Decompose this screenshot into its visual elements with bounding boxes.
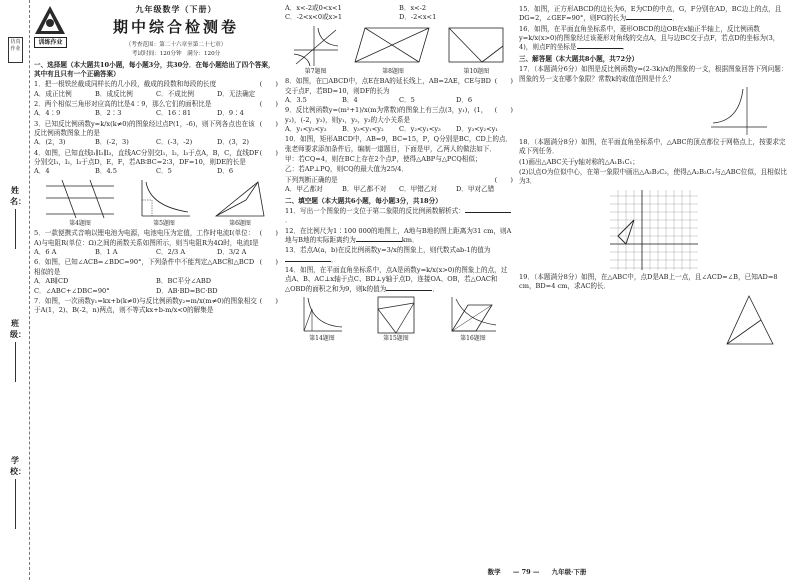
figure-q10-caption: 第10题图	[463, 67, 490, 75]
q3-option-d[interactable]: D．(3，2)	[217, 138, 250, 147]
figure-q4	[44, 178, 116, 229]
q10-option-a[interactable]: A．甲乙都对	[285, 185, 323, 194]
question-18-part-1: (1)画出△ABC关于y轴对称的△A₁B₁C₁；	[519, 157, 639, 166]
figure-q5-caption: 第5题图	[153, 219, 175, 227]
hyperbola-figure	[300, 295, 344, 335]
rectangle-figure	[446, 24, 506, 68]
q8-options	[285, 96, 513, 105]
q9-option-d[interactable]: D．y₃<y₂<y₁	[456, 125, 499, 134]
q10-option-b[interactable]: B．甲乙都不对	[342, 185, 387, 194]
question-18: 18．（本题满分8分）如图，在平面直角坐标系中，△ABC的顶点都位于网格点上，按要求完成下列任务．	[519, 137, 786, 156]
footer-grade: 九年级·下册	[551, 567, 587, 576]
question-3: ( ) 3．已知反比例函数y=k/x(k≠0)的图象经过点P(1，-6)，则下列各点也在该反比例函数图象上的是	[34, 119, 278, 138]
figure-q10	[446, 24, 506, 77]
q7-option-d[interactable]: D．-2<x<1	[399, 13, 437, 22]
q4-option-d[interactable]: D．6	[217, 167, 234, 176]
q6-option-a[interactable]: A．AB∥CD	[34, 277, 69, 286]
school-field[interactable]	[4, 455, 26, 529]
q5-options	[34, 248, 278, 257]
figure-q16-caption: 第16题图	[460, 335, 486, 343]
logo-text: 训练作业	[34, 37, 67, 48]
q5-option-c[interactable]: C．2/3 A	[156, 248, 186, 257]
q6-option-c[interactable]: C．∠ABC+∠DBC=90°	[34, 286, 110, 295]
q4-option-a[interactable]: A．4	[34, 167, 50, 176]
q1-option-c[interactable]: C．不成比例	[156, 89, 195, 98]
similar-triangles-figure	[212, 178, 268, 220]
q15-answer-blank[interactable]	[626, 14, 672, 20]
question-2: ( ) 2．两个相似三角形对应高的比是4∶9，那么它们的面积比是	[34, 99, 278, 108]
question-19: 19．（本题满分8分）如图，在△ABC中，点D是AB上一点，且∠ACD=∠B，已知AD=8 cm，BD=4 cm，求AC的长．	[519, 272, 778, 291]
q3-option-b[interactable]: B．(-2，3)	[95, 138, 129, 147]
question-12: 12．在比例尺为1∶100 000的地图上，A地与B地的图上距离为31 cm，则A地与B地的实际距离约为 km．	[285, 226, 512, 244]
exam-header	[74, 4, 278, 59]
practice-badge: 仿真作业	[8, 37, 23, 63]
q1-option-a[interactable]: A．成正比例	[34, 89, 72, 98]
figure-q16	[448, 295, 498, 344]
school-label: 学校：	[10, 455, 26, 476]
binding-margin	[0, 0, 30, 580]
question-13: 13．若点A(a，b)在反比例函数y=3/x的图象上，则代数式ab-1的值为．	[285, 246, 491, 264]
question-14: 14．如图，在平面直角坐标系中，点A是函数y=k/x(x>0)的图象上的点，过点A、B、AC⊥x轴于点C、BD⊥y轴于点D，连接OA、OB，若△OAC和△OBD的面积之和为9，则k的值为 ．	[285, 266, 508, 293]
q2-option-c[interactable]: C．16∶81	[156, 109, 192, 118]
column-1	[34, 4, 278, 564]
q6-option-b[interactable]: B．BC平分∠ABD	[156, 277, 212, 286]
q3-options	[34, 138, 278, 147]
parallel-lines-figure	[44, 178, 116, 220]
figure-q7	[292, 24, 340, 77]
q8-option-b[interactable]: B．4	[342, 95, 358, 104]
q6-options	[34, 277, 278, 296]
q7-option-b[interactable]: B．x<-2	[399, 4, 427, 12]
question-17: 17．（本题满分6分）如图是反比例函数y=(2-3k)/x的图象的一支，根据图象回答下列问题：图象的另一支在哪个象限？常数k的取值范围是什么？	[519, 65, 788, 83]
question-5: ( ) 5．一款便携式音响以锂电池为电源，电池电压为定值，工作时电流I(单位：A)与电阻R(单位：Ω)之间的函数关系如图所示，则当电阻R为4Ω时，电流I是	[34, 229, 278, 247]
current-resistance-graph	[136, 178, 192, 220]
coordinate-grid-figure	[608, 188, 700, 272]
figure-q19	[519, 292, 789, 350]
q13-answer-blank[interactable]	[285, 256, 331, 262]
function-graph-figure	[292, 24, 340, 68]
footer-subject: 数学	[487, 567, 501, 576]
q10-option-d[interactable]: D．甲对乙错	[456, 185, 495, 194]
question-18-part-2: (2)以点O为位似中心，在第一象限中画出△A₂B₂C₂，使得△A₂B₂C₂与△ABC位似，且相似比为3．	[519, 167, 787, 186]
figure-q17	[519, 85, 789, 137]
class-field[interactable]	[4, 318, 26, 382]
q3-option-c[interactable]: C．(-3，-2)	[156, 138, 193, 147]
section-2-heading: 二、填空题（本大题共6小题，每小题3分，共18分）	[285, 196, 442, 205]
question-15: 15．如图，正方形ABCD的边长为6，E为CD的中点，G，F分别在AD，BC边上的点，且DG=2，∠GEF=90°，则FG的长为 ．	[519, 5, 782, 23]
q14-answer-blank[interactable]	[386, 285, 432, 291]
q11-answer-blank[interactable]	[465, 207, 511, 213]
figures-row-2	[285, 24, 513, 77]
section-1-heading: 一、选择题（本大题共10小题，每小题3分，共30分．在每小题给出了四个答案，其中有且只有一个正确答案）	[34, 60, 275, 78]
q9-option-a[interactable]: A．y₁<y₂<y₃	[285, 125, 327, 134]
figure-q6	[212, 178, 268, 229]
q1-options	[34, 90, 278, 99]
q5-option-a[interactable]: A．6 A	[34, 248, 57, 257]
question-1: ( ) 1．把一根铁丝截成同样长的几小段，截成的段数和每段的长度	[34, 80, 278, 89]
figure-q15-caption: 第15题图	[383, 335, 409, 343]
rhombus-figure	[448, 295, 498, 335]
figure-q18	[519, 188, 789, 272]
triangle-figure	[723, 292, 777, 350]
q7-options	[285, 4, 513, 23]
q1-option-d[interactable]: D．无法确定	[217, 89, 256, 98]
q7-option-a[interactable]: A．x<-2或0<x<1	[285, 4, 342, 12]
reciprocal-curve-figure	[709, 85, 769, 137]
q5-option-b[interactable]: B．1 A	[95, 248, 118, 257]
q10-option-c[interactable]: C．甲错乙对	[399, 185, 438, 194]
figure-q14	[300, 295, 344, 344]
section-3-heading: 三、解答题（本大题共8小题，共72分）	[519, 54, 639, 63]
q2-options	[34, 109, 278, 118]
q6-option-d[interactable]: D．AB·BD=BC·BD	[156, 286, 218, 295]
question-16: 16．如图，在平面直角坐标系中，菱形OBCD的边OB在x轴正半轴上，反比例函数y=k/x(x>0)的图象经过该菱形对角线的交点A，且与边BC交于点F，若点D的坐标为(3，4)，则点F的坐标是 ．	[519, 24, 780, 52]
logo-icon	[34, 4, 66, 36]
figure-q5	[136, 178, 192, 229]
exam-title: 期中综合检测卷	[112, 18, 239, 37]
q2-option-d[interactable]: D．9∶4	[217, 109, 244, 118]
figure-q7-caption: 第7题图	[304, 67, 327, 75]
name-label: 姓名：	[10, 185, 26, 206]
column-3	[519, 4, 789, 564]
square-figure	[374, 295, 418, 335]
figure-q14-caption: 第14题图	[309, 335, 335, 343]
page-footer	[285, 568, 789, 577]
figures-row-1	[34, 178, 278, 229]
q8-option-d[interactable]: D．6	[456, 95, 473, 104]
exam-meta: 考试时间：120分钟 满分：120分	[131, 50, 221, 57]
q9-option-b[interactable]: B．y₃<y₁<y₂	[342, 125, 384, 134]
question-9: ( ) 9．反比例函数y=(m²+1)/x(m为常数)的图象上有三点(3，y₁)，(1，y₂)，(-2，y₃)，则y₁，y₂，y₃的大小关系是	[285, 106, 513, 124]
q10-prompt: ( ) 下列判断正确的是	[285, 175, 513, 184]
q7-option-c[interactable]: C．-2<x<0或x>1	[285, 13, 343, 22]
class-label: 班级：	[10, 318, 26, 339]
q8-option-c[interactable]: C．5	[399, 95, 415, 104]
question-11: 11．写出一个图象的一支位于第二象限的反比例函数解析式：．	[285, 207, 513, 226]
q4-option-c[interactable]: C．5	[156, 167, 172, 176]
subject: 九年级数学（下册）	[135, 4, 217, 14]
q3-option-a[interactable]: A．(2，3)	[34, 138, 66, 147]
question-4: ( ) 4．如图，已知直线l₁∥l₂∥l₃，直线AC分别交l₁，l₂，l₃于点A，B，C，直线DF分别交l₁，l₂，l₃于点D，E，F，若AB∶BC=2∶3，DF=10，则DE的长是	[34, 148, 278, 167]
figure-q15	[374, 295, 418, 344]
figures-row-3	[285, 295, 513, 344]
q4-option-b[interactable]: B．4.5	[95, 167, 117, 176]
question-10: 10．如图，矩形ABCD中，AB=9，BC=15，P，Q分别是BC，CD上的点．张老师要求添加条件后，编制一道题目，下面是甲，乙两人的做法如下．	[285, 135, 513, 153]
page-number: — 79 —	[512, 567, 540, 576]
q10-statement-b: 乙：若AP⊥PQ，则CQ的最大值为25/4．	[285, 165, 409, 174]
q5-option-d[interactable]: D．3/2 A	[217, 248, 247, 257]
question-7: ( ) 7．如图，一次函数y₁=kx+b(k≠0)与反比例函数y₂=m/x(m≠0)的图象相交于A(1，2)、B(-2，n)两点，则不等式kx+b-m/x<0的解集是	[34, 296, 278, 315]
figure-q6-caption: 第6题图	[229, 219, 251, 227]
figure-q8	[353, 24, 433, 77]
q2-option-b[interactable]: B．2∶3	[95, 109, 122, 118]
figure-q8-caption: 第8题图	[382, 67, 404, 75]
q10-options	[285, 185, 513, 194]
q9-option-c[interactable]: C．y₂<y₁<y₃	[399, 125, 441, 134]
q4-options	[34, 167, 278, 176]
q10-statement-a: 甲：若CQ=4，则在BC上存在2个点P，使得△ABP与△PCQ相似；	[285, 155, 482, 164]
q1-option-b[interactable]: B．成反比例	[95, 89, 133, 98]
q16-answer-blank[interactable]	[577, 43, 623, 49]
question-8: ( ) 8．如图，在□ABCD中，点E在BA的延长线上，AB=2AE，CE与BD交于点F，若BD=10，则DF的长为	[285, 77, 513, 95]
column-2	[285, 4, 513, 564]
q8-option-a[interactable]: A．3.5	[285, 95, 307, 104]
q12-answer-blank[interactable]	[356, 236, 402, 242]
q9-options	[285, 125, 513, 134]
figure-q4-caption: 第4题图	[69, 219, 91, 227]
name-field[interactable]	[4, 185, 26, 249]
q2-option-a[interactable]: A．4∶9	[34, 109, 61, 118]
question-6: ( ) 6．如图，已知∠ACB=∠BDC=90°，下列条件中不能判定△ABC和△BCD相似的是	[34, 258, 278, 276]
parallelogram-figure	[353, 24, 433, 68]
exam-range: （考查范围：第二十六章至第二十七章）	[125, 41, 227, 48]
